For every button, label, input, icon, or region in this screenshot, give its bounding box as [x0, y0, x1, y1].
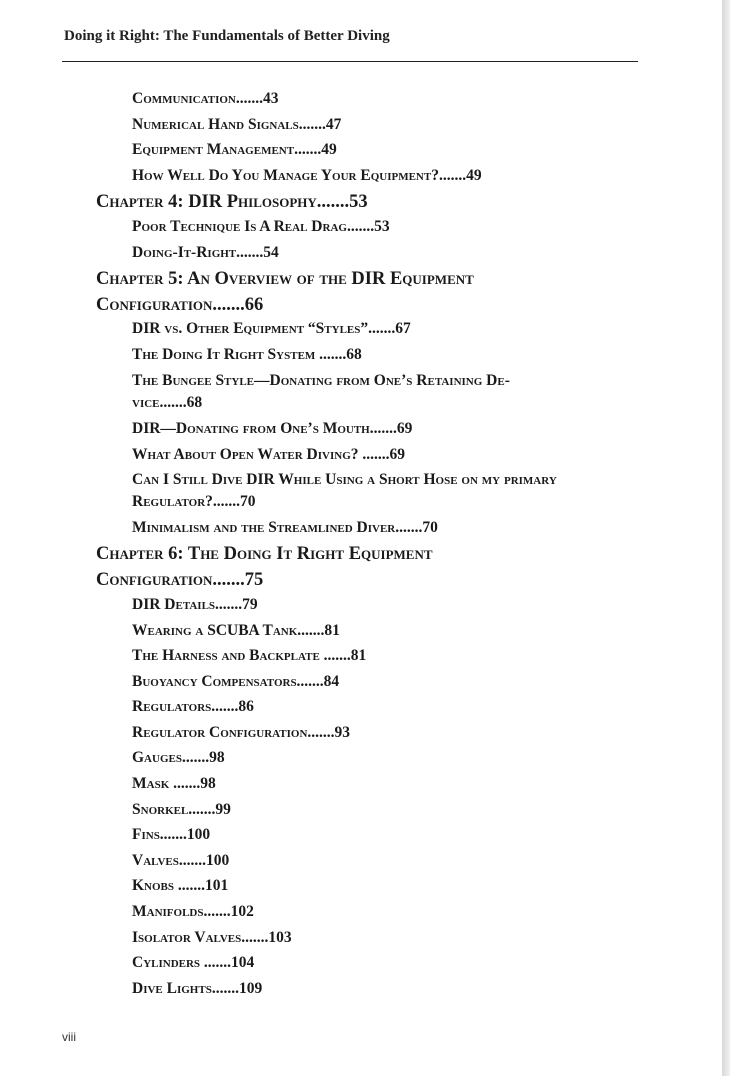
toc-section-entry: Snorkel.......99	[132, 801, 231, 818]
toc-section-entry: Communication.......43	[132, 90, 279, 107]
toc-section-entry: Gauges.......98	[132, 749, 225, 766]
toc-section-entry: Wearing a SCUBA Tank.......81	[132, 622, 340, 639]
toc-section-entry: What About Open Water Diving? .......69	[132, 446, 406, 463]
toc-section-entry: Regulators.......86	[132, 698, 254, 715]
toc-section-entry: Manifolds.......102	[132, 903, 254, 920]
toc-section-entry: The Bungee Style—Donating from One’s Retaining De-	[132, 372, 510, 389]
toc-section-entry: Fins.......100	[132, 826, 211, 843]
page-number: viii	[62, 1030, 76, 1044]
toc-section-entry: How Well Do You Manage Your Equipment?.......49	[132, 167, 482, 184]
toc-chapter-entry: Chapter 6: The Doing It Right Equipment	[96, 544, 433, 564]
toc-section-entry: Minimalism and the Streamlined Diver.......70	[132, 519, 438, 536]
toc-section-entry: Buoyancy Compensators.......84	[132, 673, 340, 690]
toc-section-entry: Mask .......98	[132, 775, 216, 792]
toc-section-entry: Equipment Management.......49	[132, 141, 337, 158]
running-head: Doing it Right: The Fundamentals of Better Diving	[64, 28, 390, 44]
toc-section-entry: DIR Details.......79	[132, 596, 258, 613]
toc-section-entry: Poor Technique Is A Real Drag.......53	[132, 218, 390, 235]
toc-section-entry: Valves.......100	[132, 852, 230, 869]
toc-section-entry: Knobs .......101	[132, 877, 229, 894]
toc-section-entry: Isolator Valves.......103	[132, 929, 292, 946]
toc-chapter-entry: Chapter 4: DIR Philosophy.......53	[96, 192, 368, 212]
toc-chapter-entry: Chapter 5: An Overview of the DIR Equipment	[96, 269, 474, 289]
page-edge-shadow	[722, 0, 730, 1076]
toc-section-entry: Dive Lights.......109	[132, 980, 263, 997]
toc-chapter-entry: Configuration.......66	[96, 295, 264, 315]
toc-chapter-entry: Configuration.......75	[96, 570, 264, 590]
toc-section-entry: The Harness and Backplate .......81	[132, 647, 367, 664]
toc-section-entry: Regulator?.......70	[132, 493, 256, 510]
toc-section-entry: Doing-It-Right.......54	[132, 244, 279, 261]
toc-section-entry: DIR vs. Other Equipment “Styles”.......67	[132, 320, 411, 337]
toc-section-entry: vice.......68	[132, 394, 203, 411]
toc-section-entry: Cylinders .......104	[132, 954, 255, 971]
toc-section-entry: Numerical Hand Signals.......47	[132, 116, 342, 133]
header-rule	[62, 61, 638, 62]
toc-section-entry: Can I Still Dive DIR While Using a Short Hose on my primary	[132, 471, 557, 488]
toc-section-entry: Regulator Configuration.......93	[132, 724, 351, 741]
toc-section-entry: The Doing It Right System .......68	[132, 346, 362, 363]
toc-section-entry: DIR—Donating from One’s Mouth.......69	[132, 420, 413, 437]
